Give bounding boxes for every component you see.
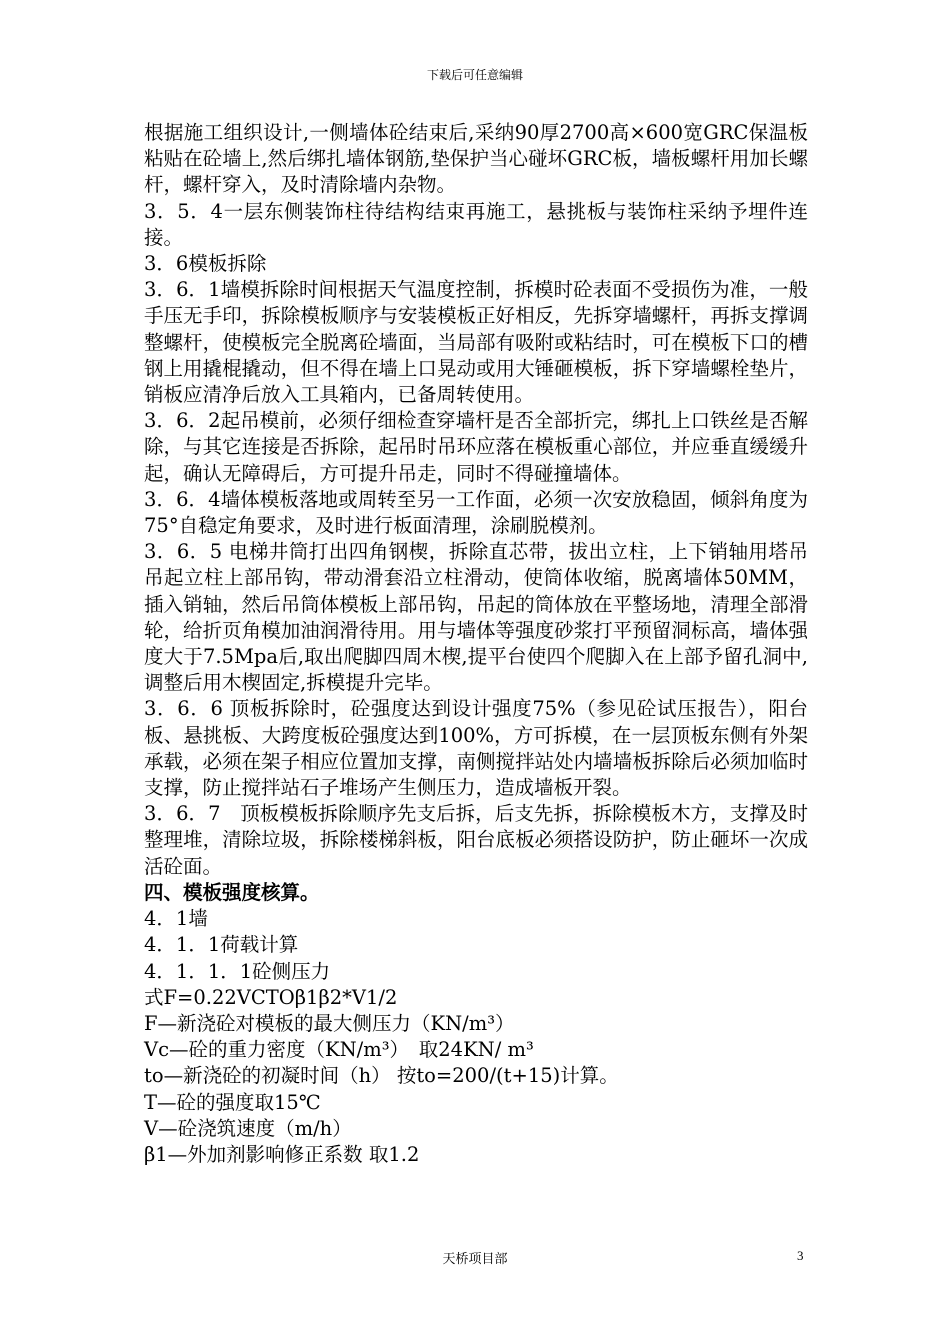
paragraph: 3．6模板拆除 [144,252,267,276]
document-body [144,120,808,1168]
paragraph: F—新浇砼对模板的最大侧压力（KN/m³） [144,1011,515,1035]
paragraph: β1—外加剂影响修正系数 取1.2 [144,1142,420,1166]
paragraph: 4．1墙 [144,907,208,931]
paragraph: 4．1．1荷载计算 [144,933,299,957]
paragraph: 3．5．4一层东侧装饰柱待结构结束再施工，悬挑板与装饰柱采纳予埋件连接。 [144,199,808,249]
formula-line: 式F=0.22VCTOβ1β2*V1/2 [144,985,398,1009]
paragraph: 3．6．7 顶板模板拆除顺序先支后拆，后支先拆，拆除模板木方，支撑及时整理堆，清除垃圾，拆除楼梯斜板，阳台底板必须搭设防护，防止砸坏一次成活砼面。 [144,802,808,878]
paragraph: 根据施工组织设计,一侧墙体砼结束后,采纳90厚2700高×600宽GRC保温板粘贴在砼墙上,然后绑扎墙体钢筋,垫保护当心碰坏GRC板，墙板螺杆用加长螺杆，螺杆穿入，及时清除墙内杂物。 [144,121,808,197]
page-header: 下载后可任意编辑 [426,68,523,82]
paragraph: 3．6．6 顶板拆除时，砼强度达到设计强度75%（参见砼试压报告），阳台板、悬挑板、大跨度板砼强度达到100%，方可拆模，在一层顶板东侧有外架承载，必须在架子相应位置加支撑，南侧搅拌站处内墙墙板拆除后必须加临时支撑，防止搅拌站石子堆场产生侧压力，造成墙板开裂。 [144,697,808,800]
paragraph: to—新浇砼的初凝时间（h） 按to=200/(t+15)计算。 [144,1064,619,1088]
page-footer: 天桥项目部 [442,1252,508,1267]
paragraph: 3．6．4墙体模板落地或周转至另一工作面，必须一次安放稳固，倾斜角度为75°自稳定角要求，及时进行板面清理，涂刷脱模剂。 [144,487,808,538]
paragraph: Vc—砼的重力密度（KN/m³） 取24KN/ m³ [144,1038,534,1062]
paragraph: 3．6．2起吊模前，必须仔细检查穿墙杆是否全部折完，绑扎上口铁丝是否解除，与其它连接是否拆除，起吊时吊环应落在模板重心部位，并应垂直缓缓升起，确认无障碍后，方可提升吊走，同时不得碰撞墙体。 [144,409,808,485]
paragraph: 3．6．1墙模拆除时间根据天气温度控制，拆模时砼表面不受损伤为准，一般手压无手印，拆除模板顺序与安装模板正好相反，先拆穿墙螺杆，再拆支撑调整螺杆，使模板完全脱离砼墙面，当局部有吸附或粘结时，可在模板下口的槽钢上用撬棍撬动，但不得在墙上口晃动或用大锤砸模板，拆下穿墙螺栓垫片，销板应清净后放入工具箱内，已备周转使用。 [144,278,808,407]
paragraph: 3．6．5 电梯井筒打出四角钢楔，拆除直芯带，拔出立柱，上下销轴用塔吊吊起立柱上部吊钩，带动滑套沿立柱滑动，使筒体收缩，脱离墙体50MM，插入销轴，然后吊筒体模板上部吊钩，吊起的筒体放在平整场地，清理全部滑轮，给折页角模加油润滑待用。用与墙体等强度砂浆打平预留洞标高，墙体强度大于7.5Mpa后,取出爬脚四周木楔,提平台使四个爬脚入在上部予留孔洞中,调整后用木楔固定,拆模提升完毕。 [144,540,808,695]
paragraph: V—砼浇筑速度（m/h） [144,1116,352,1140]
paragraph: T—砼的强度取15℃ [144,1090,321,1114]
page-number: 3 [797,1248,804,1263]
section-heading: 四、模板强度核算。 [144,880,320,904]
paragraph: 4．1．1．1砼侧压力 [144,959,331,983]
